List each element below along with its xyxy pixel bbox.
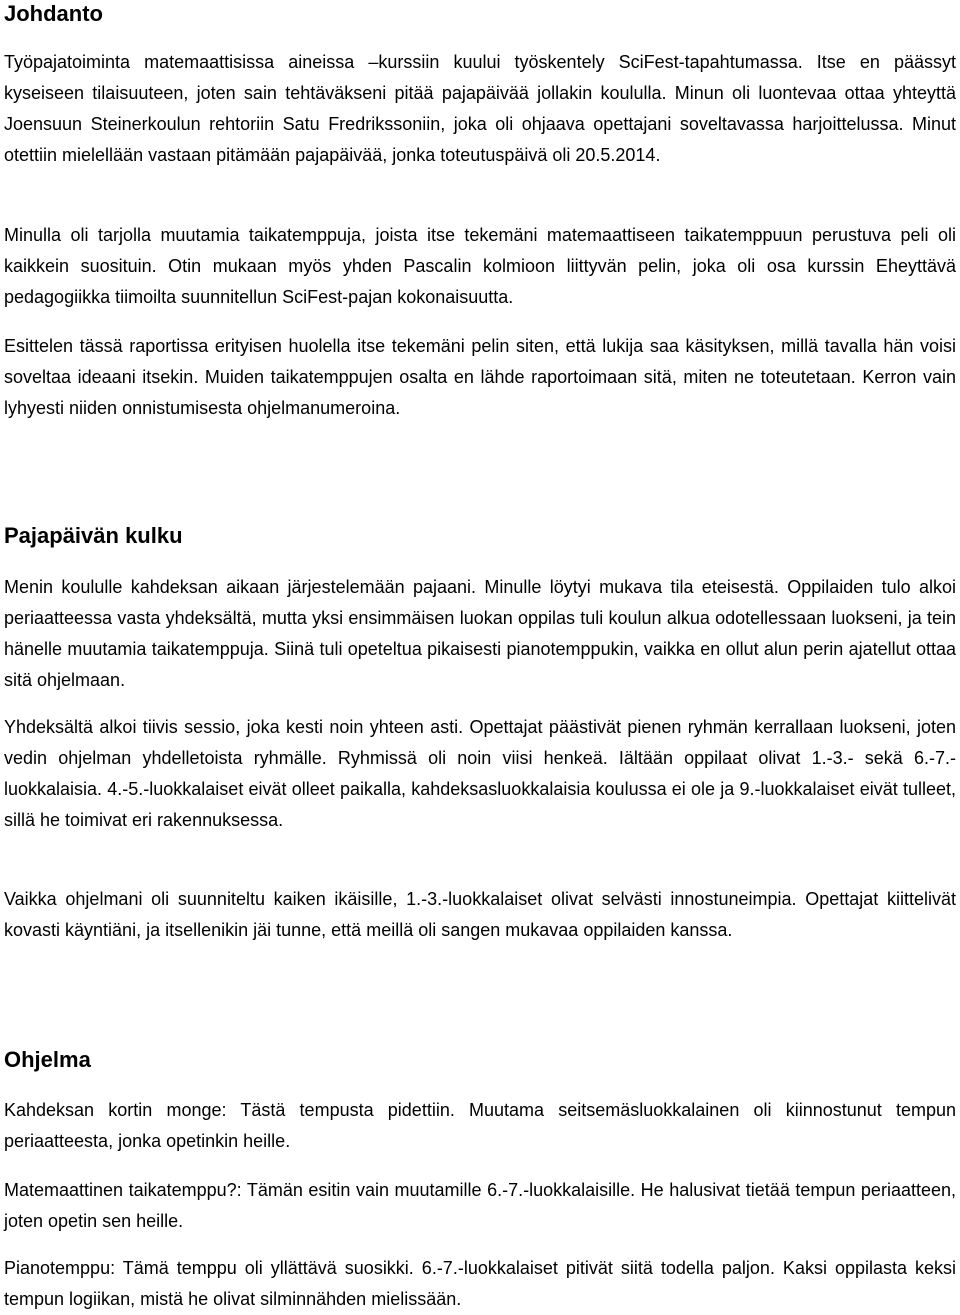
section-heading-johdanto: Johdanto <box>4 1 103 26</box>
paragraph: Vaikka ohjelmani oli suunniteltu kaiken ikäisille, 1.-3.-luokkalaiset olivat selvästi innostuneimpia. Opettajat kiittelivät kovasti käyntiäni, ja itsellenikin jäi tunne, että meillä oli sangen mukavaa oppilaiden kanssa. <box>4 889 956 940</box>
paragraph: Esittelen tässä raportissa erityisen huolella itse tekemäni pelin siten, että lukija saa käsityksen, millä tavalla hän voisi soveltaa ideaani itsekin. Muiden taikatemppujen osalta en lähde raportoimaan sitä, miten ne toteutetaan. Kerron vain lyhyesti niiden onnistumisesta ohjelmanumeroina. <box>4 336 956 418</box>
paragraph: Pianotemppu: Tämä temppu oli yllättävä suosikki. 6.-7.-luokkalaiset pitivät siitä todella paljon. Kaksi oppilasta keksi tempun logiikan, mistä he olivat silminnähden mielissään. <box>4 1258 956 1309</box>
paragraph: Minulla oli tarjolla muutamia taikatemppuja, joista itse tekemäni matemaattiseen taikatemppuun perustuva peli oli kaikkein suosituin. Otin mukaan myös yhden Pascalin kolmioon liittyvän pelin, joka oli osa kurssin Eheyttävä pedagogiikka tiimoilta suunnitellun SciFest-pajan kokonaisuutta. <box>4 225 956 307</box>
paragraph: Työpajatoiminta matemaattisissa aineissa –kurssiin kuului työskentely SciFest-tapahtumassa. Itse en päässyt kyseiseen tilaisuuteen, joten sain tehtäväkseni pitää pajapäivää jollakin koululla. Minun oli luontevaa ottaa yhteyttä Joensuun Steinerkoulun rehtoriin Satu Fredrikssoniin, joka oli ohjaava opettajani soveltavassa harjoittelussa. Minut otettiin mielellään vastaan pitämään pajapäivää, jonka toteutuspäivä oli 20.5.2014. <box>4 52 956 165</box>
paragraph: Menin koululle kahdeksan aikaan järjestelemään pajaani. Minulle löytyi mukava tila eteisestä. Oppilaiden tulo alkoi periaatteessa vasta yhdeksältä, mutta yksi ensimmäisen luokan oppilas tuli koulun alkua odotellessaan luokseni, ja tein hänelle muutamia taikatemppuja. Siinä tuli opeteltua pikaisesti pianotemppukin, vaikka en ollut alun perin ajatellut ottaa sitä ohjelmaan. <box>4 577 956 690</box>
paragraph: Yhdeksältä alkoi tiivis sessio, joka kesti noin yhteen asti. Opettajat päästivät pienen ryhmän kerrallaan luokseni, joten vedin ohjelman yhdelletoista ryhmälle. Ryhmissä oli noin viisi henkeä. Iältään oppilaat olivat 1.-3.- sekä 6.-7.-luokkalaisia. 4.-5.-luokkalaiset eivät olleet paikalla, kahdeksasluokkalaisia koulussa ei ole ja 9.-luokkalaiset eivät tulleet, sillä he toimivat eri rakennuksessa. <box>4 717 956 830</box>
paragraph: Matemaattinen taikatemppu?: Tämän esitin vain muutamille 6.-7.-luokkalaisille. He halusivat tietää tempun periaatteen, joten opetin sen heille. <box>4 1180 956 1231</box>
section-heading-pajapaivan-kulku: Pajapäivän kulku <box>4 523 183 548</box>
section-heading-ohjelma: Ohjelma <box>4 1047 91 1072</box>
paragraph: Kahdeksan kortin monge: Tästä tempusta pidettiin. Muutama seitsemäsluokkalainen oli kiinnostunut tempun periaatteesta, jonka opetinkin heille. <box>4 1100 956 1151</box>
